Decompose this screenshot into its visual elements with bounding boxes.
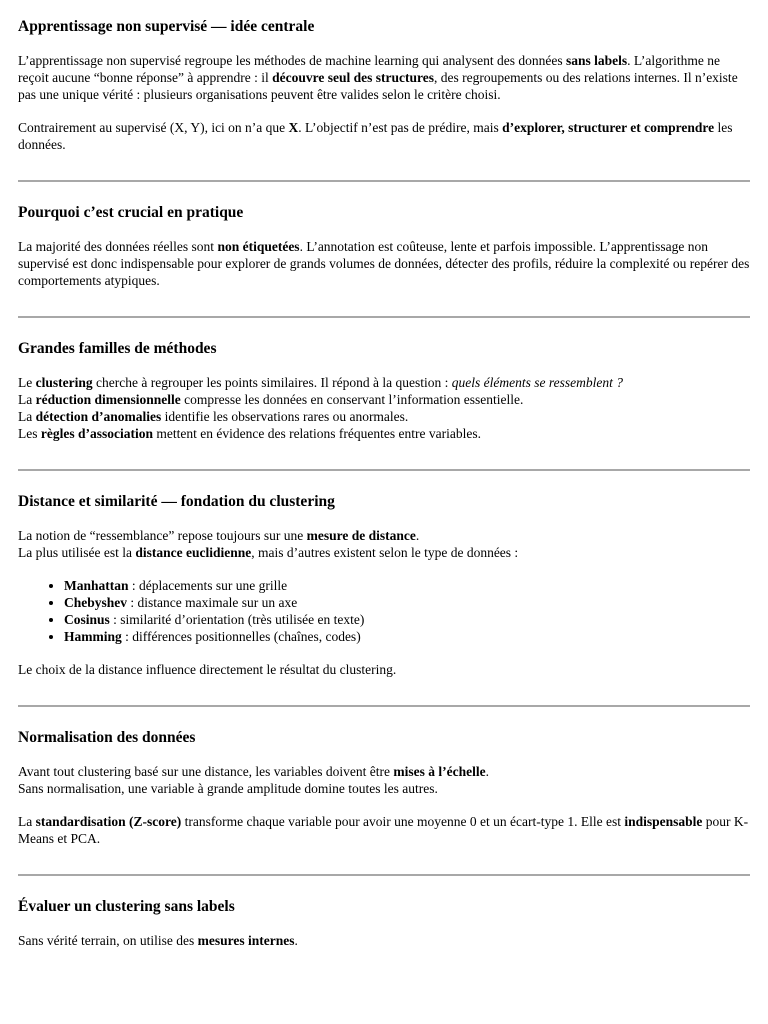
paragraph: [18, 374, 750, 442]
section-method-families: [18, 340, 750, 442]
paragraph: [18, 527, 750, 561]
emphasis: mises à l’échelle: [393, 764, 486, 779]
line: Sans normalisation, une variable à grande amplitude domine toutes les autres.: [18, 781, 438, 796]
section-title: Apprentissage non supervisé — idée centrale: [18, 18, 315, 35]
emphasis: indispensable: [624, 814, 703, 829]
section-title: Évaluer un clustering sans labels: [18, 898, 235, 915]
paragraph: Contrairement au supervisé (X, Y), ici on n’a que X. L’objectif n’est pas de prédire, mais d’explorer, structurer et comprendre les données.: [18, 120, 733, 152]
line: Avant tout clustering basé sur une distance, les variables doivent être mises à l’échelle.: [18, 764, 489, 779]
list-item: • Manhattan : déplacements sur une grille: [64, 577, 750, 594]
emphasis: X: [288, 120, 299, 135]
line: La plus utilisée est la distance euclidienne, mais d’autres existent selon le type de données :: [18, 545, 519, 560]
section-divider: [18, 705, 750, 707]
emphasis: réduction dimensionnelle: [35, 392, 181, 407]
emphasis: clustering: [35, 375, 93, 390]
line: La réduction dimensionnelle compresse les données en conservant l’information essentielle.: [18, 392, 524, 407]
emphasis: distance euclidienne: [135, 545, 252, 560]
emphasis: mesures internes: [197, 933, 295, 948]
emphasis: règles d’association: [40, 426, 153, 441]
paragraph: Le choix de la distance influence directement le résultat du clustering.: [18, 662, 397, 677]
italic-question: quels éléments se ressemblent ?: [451, 375, 623, 390]
list-item: • Cosinus : similarité d’orientation (très utilisée en texte): [64, 611, 750, 628]
section-divider: [18, 874, 750, 876]
line: La notion de “ressemblance” repose toujours sur une mesure de distance.: [18, 528, 420, 543]
line: La détection d’anomalies identifie les observations rares ou anormales.: [18, 409, 409, 424]
section-unsupervised-core-idea: [18, 18, 750, 153]
section-title: Distance et similarité — fondation du clustering: [18, 493, 335, 510]
emphasis: sans labels: [565, 53, 628, 68]
paragraph: [18, 763, 750, 797]
section-why-crucial: [18, 204, 750, 289]
section-title: Normalisation des données: [18, 729, 196, 746]
line: Les règles d’association mettent en évidence des relations fréquentes entre variables.: [18, 426, 481, 441]
section-divider: [18, 316, 750, 318]
section-evaluate-clustering: [18, 898, 750, 949]
section-normalization: [18, 729, 750, 847]
emphasis: découvre seul des structures: [272, 70, 435, 85]
line: Le clustering cherche à regrouper les points similaires. Il répond à la question : quels éléments se ressemblent ?: [18, 375, 623, 390]
section-title: Grandes familles de méthodes: [18, 340, 217, 357]
emphasis: mesure de distance: [306, 528, 416, 543]
section-title: Pourquoi c’est crucial en pratique: [18, 204, 244, 221]
paragraph: L’apprentissage non supervisé regroupe les méthodes de machine learning qui analysent des données sans labels. L’algorithme ne reçoit aucune “bonne réponse” à apprendre : il découvre seul des structures, des regroupements ou des relations internes. Il n’existe pas une unique vérité : plusieurs organisations peuvent être valides selon le critère choisi.: [18, 53, 738, 102]
emphasis: détection d’anomalies: [35, 409, 162, 424]
list-item: • Chebyshev : distance maximale sur un axe: [64, 594, 750, 611]
section-divider: [18, 469, 750, 471]
emphasis: standardisation (Z-score): [35, 814, 182, 829]
section-divider: [18, 180, 750, 182]
section-distance-similarity: [18, 493, 750, 678]
list-item: • Hamming : différences positionnelles (chaînes, codes): [64, 628, 750, 645]
paragraph: La majorité des données réelles sont non étiquetées. L’annotation est coûteuse, lente et parfois impossible. L’apprentissage non supervisé est donc indispensable pour explorer de grands volumes de données, détecter des profils, réduire la complexité ou repérer des comportements atypiques.: [18, 239, 750, 288]
emphasis: d’explorer, structurer et comprendre: [502, 120, 715, 135]
distance-list: [18, 577, 750, 645]
paragraph: La standardisation (Z-score) transforme chaque variable pour avoir une moyenne 0 et un écart-type 1. Elle est indispensable pour K-Means et PCA.: [18, 814, 749, 846]
paragraph: Sans vérité terrain, on utilise des mesures internes.: [18, 933, 298, 948]
emphasis: non étiquetées: [217, 239, 300, 254]
